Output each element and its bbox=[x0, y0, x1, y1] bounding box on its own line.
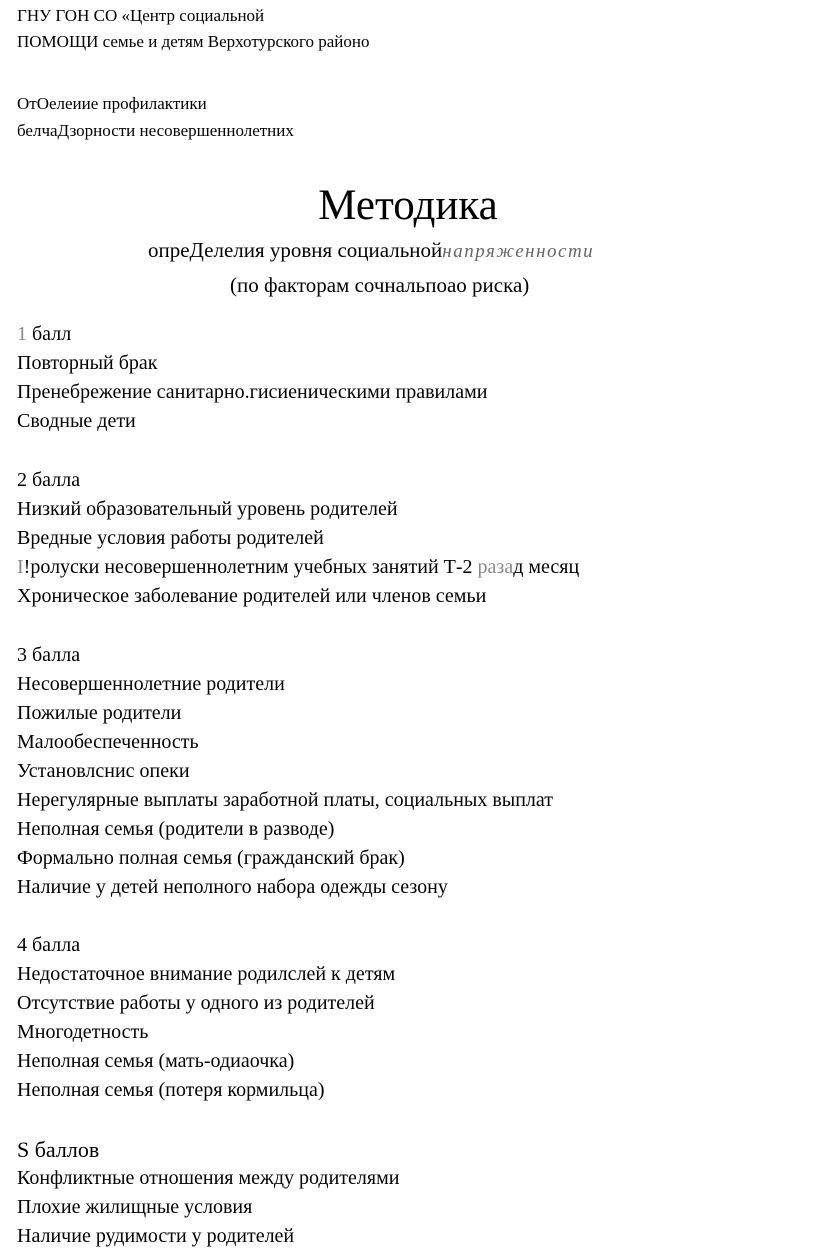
list-item: Конфликтные отношения между родителями bbox=[17, 1167, 400, 1189]
list-item: Пренебрежение санитарно.гисиеническими правилами bbox=[17, 381, 488, 403]
list-item: Плохие жилищные условия bbox=[17, 1196, 253, 1218]
list-item: Несовершеннолетние родители bbox=[17, 673, 285, 695]
section-header: 2 балла bbox=[17, 469, 81, 491]
list-item: Повторный брак bbox=[17, 352, 158, 374]
organization-line-1: ГНУ ГОН СО «Центр социальной bbox=[17, 6, 265, 25]
list-item: I!ролуски несовершеннолетним учебных занятий Т-2 разад месяц bbox=[17, 556, 580, 578]
list-item: Вредные условия работы родителей bbox=[17, 527, 324, 549]
department-line-2: белчаДзорности несовершеннолетних bbox=[17, 121, 294, 140]
list-item: Установлснис опеки bbox=[17, 760, 190, 782]
list-item: Пожилые родители bbox=[17, 702, 182, 724]
list-item: Хроническое заболевание родителей или членов семьи bbox=[17, 585, 487, 607]
organization-line-2: ПОМОЩИ семье и детям Верхотурского районо bbox=[17, 32, 370, 51]
list-item: Сводные дети bbox=[17, 410, 136, 432]
list-item: Отсутствие работы у одного из родителей bbox=[17, 992, 375, 1014]
organization-header bbox=[17, 3, 370, 55]
section-2-points bbox=[17, 466, 579, 611]
list-item: Формально полная семья (гражданский брак) bbox=[17, 847, 405, 869]
department-line-1: ОтОелеиие профилактики bbox=[17, 94, 207, 113]
list-item: Многодетность bbox=[17, 1021, 149, 1043]
subtitle-line-1 bbox=[148, 233, 594, 269]
list-item: Низкий образовательный уровень родителей bbox=[17, 498, 398, 520]
list-item: Неполная семья (мать-одиаочка) bbox=[17, 1050, 295, 1072]
section-header: 4 балла bbox=[17, 934, 81, 956]
subtitle-main: опреДелелия уровня социальной bbox=[148, 238, 443, 262]
list-item: Малообеспеченность bbox=[17, 731, 199, 753]
document-title: Методика bbox=[318, 182, 498, 229]
subtitle-line-2: (по факторам сочнальпоао риска) bbox=[230, 273, 530, 297]
section-header: 3 балла bbox=[17, 644, 81, 666]
list-item: Неполная семья (родители в разводе) bbox=[17, 818, 335, 840]
section-header-prefix: 1 bbox=[17, 323, 27, 345]
list-item: Неполная семья (потеря кормильца) bbox=[17, 1079, 325, 1101]
list-item: Недостаточное внимание родилслей к детям bbox=[17, 963, 396, 985]
section-1-point bbox=[17, 320, 487, 436]
section-header: 1 балл bbox=[17, 323, 72, 345]
list-item: Нерегулярные выплаты заработной платы, социальных выплат bbox=[17, 789, 553, 811]
section-4-points bbox=[17, 931, 395, 1105]
section-5-points bbox=[17, 1135, 399, 1251]
subtitle-faint: напряженности bbox=[442, 241, 595, 262]
list-item: Наличие у детей неполного набора одежды сезону bbox=[17, 876, 448, 898]
list-item: Наличие рудимости у родителей bbox=[17, 1225, 295, 1247]
section-3-points bbox=[17, 641, 553, 902]
department-header bbox=[17, 90, 294, 144]
section-header: S баллов bbox=[17, 1137, 100, 1162]
